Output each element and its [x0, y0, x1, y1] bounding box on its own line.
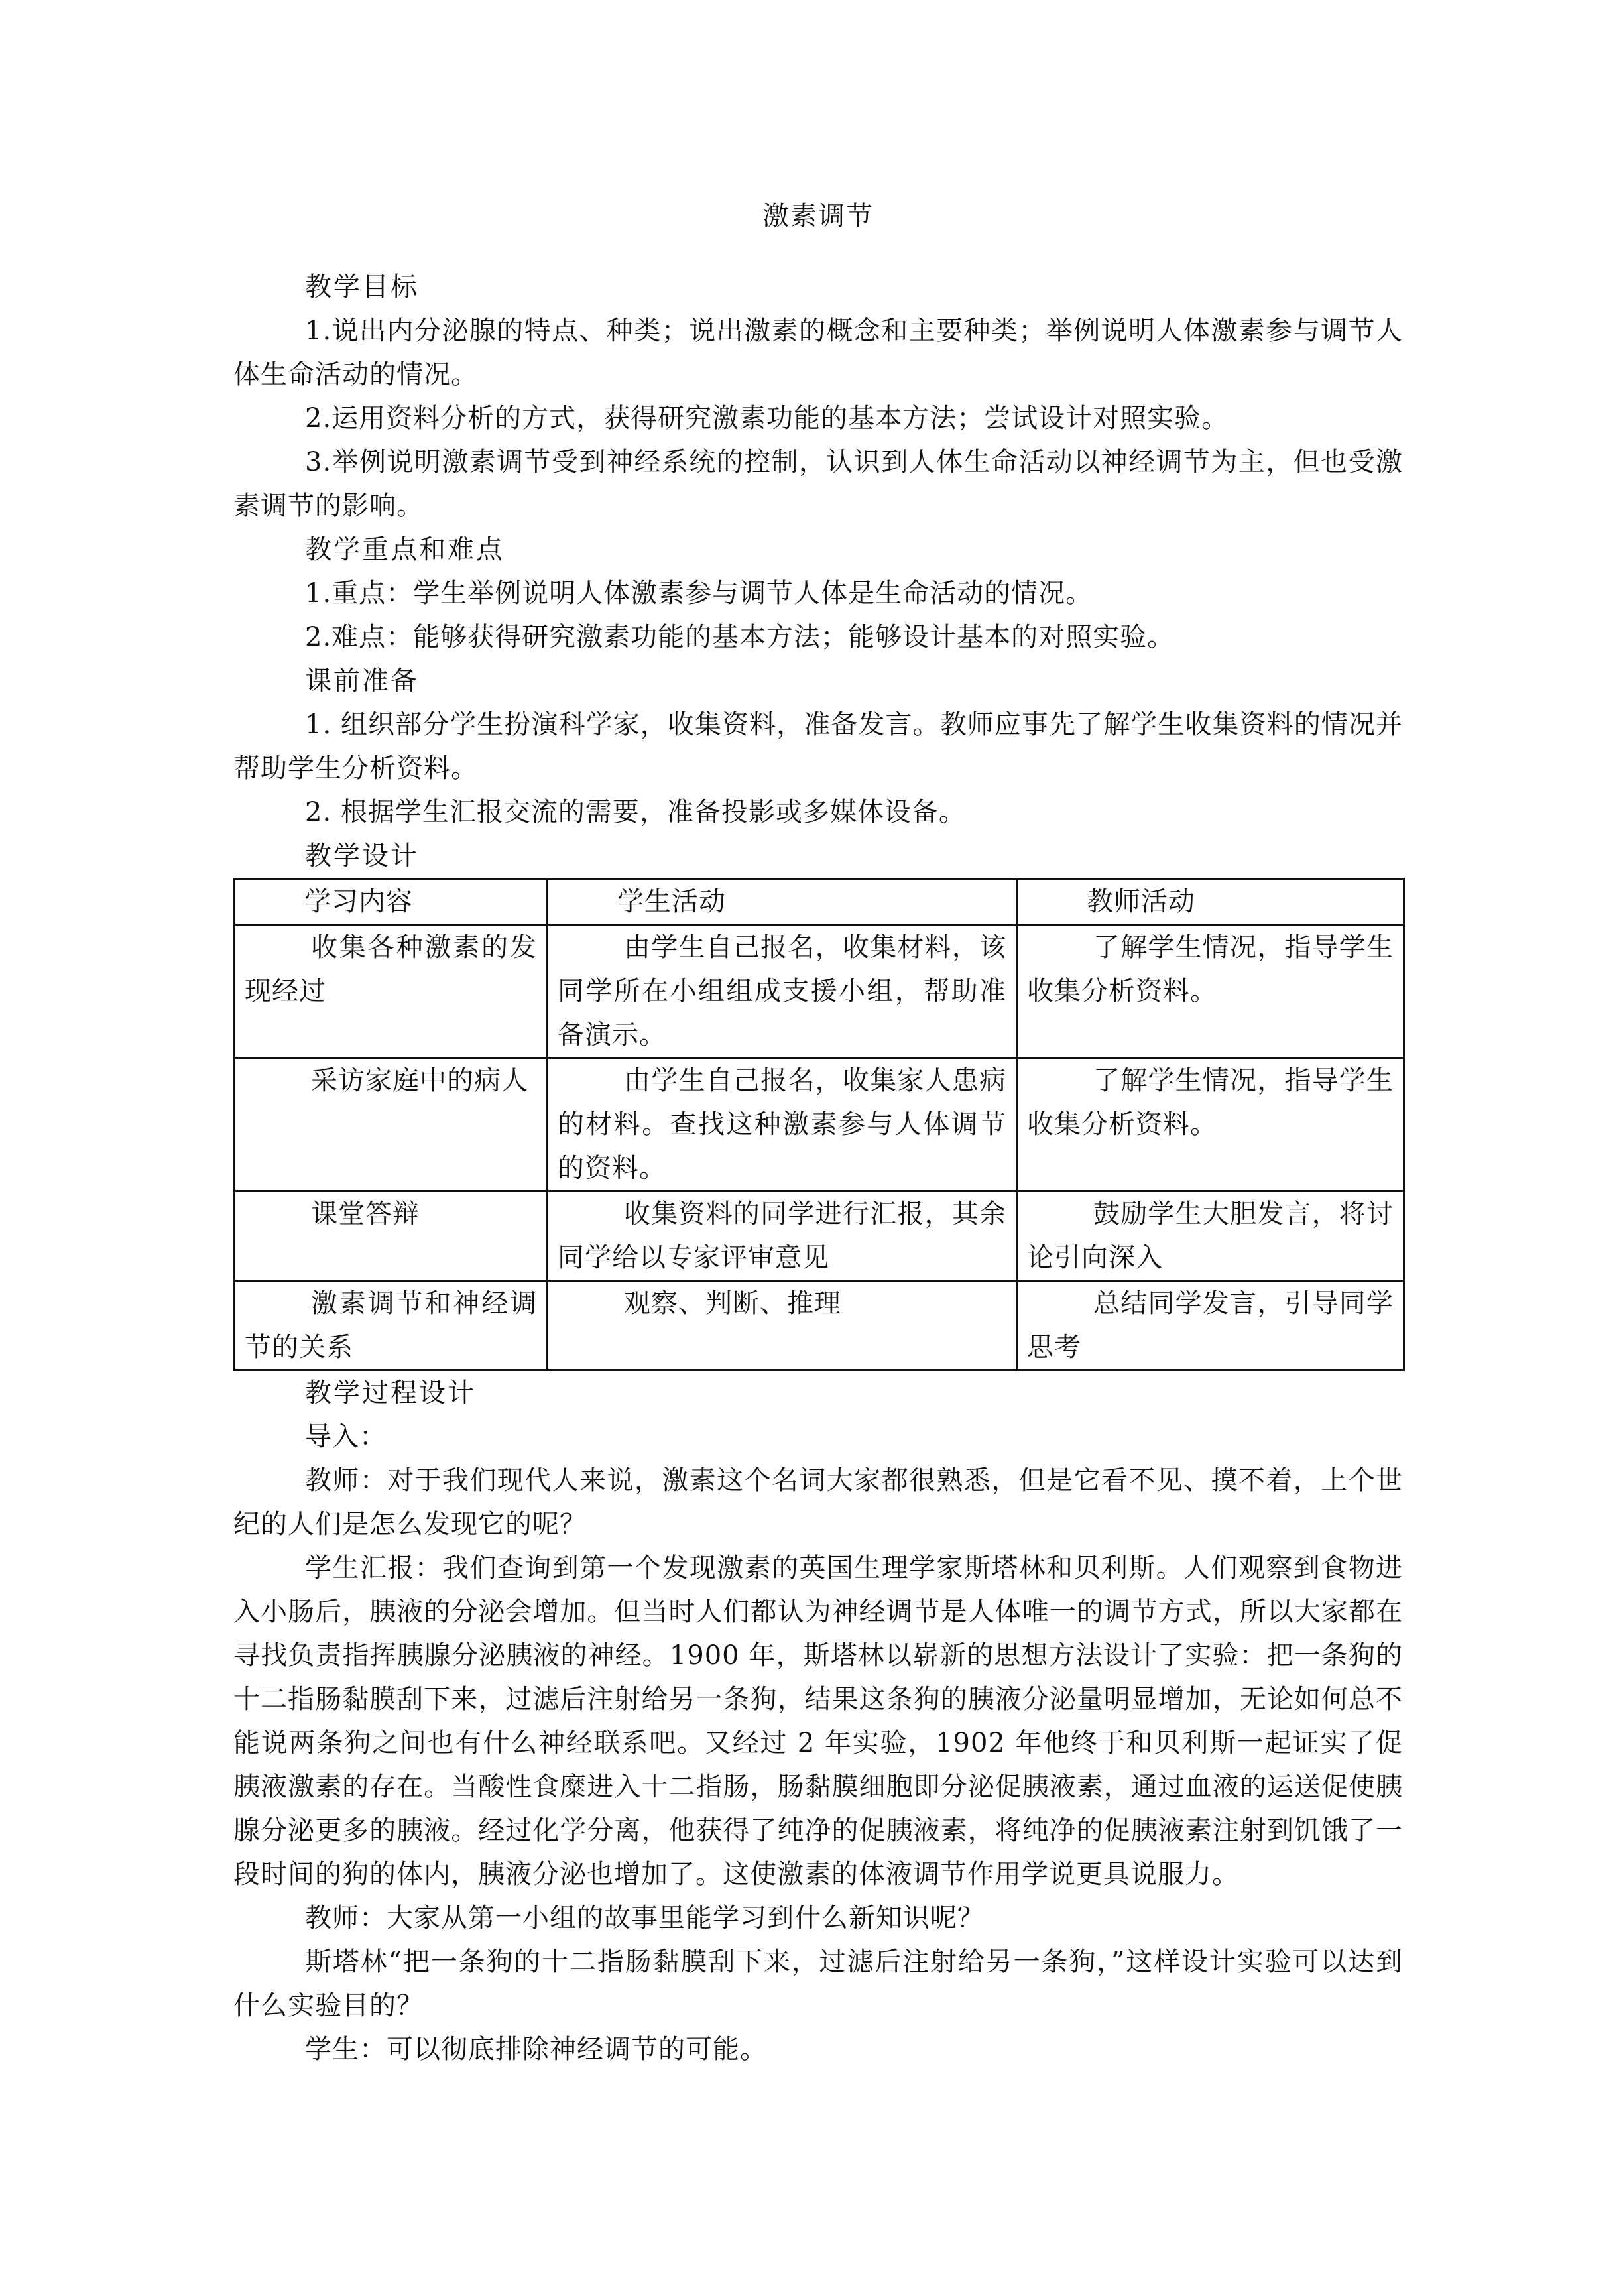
- goal-item: 2.运用资料分析的方式，获得研究激素功能的基本方法；尝试设计对照实验。: [305, 403, 1229, 434]
- process-paragraph: 斯塔林“把一条狗的十二指肠黏膜刮下来，过滤后注射给另一条狗，”这样设计实验可以达到什么实验目的？: [233, 1947, 1403, 2021]
- table-cell: 采访家庭中的病人: [235, 1058, 548, 1191]
- process-paragraph: 教师：对于我们现代人来说，激素这个名词大家都很熟悉，但是它看不见、摸不着，上个世纪的人们是怎么发现它的呢？: [233, 1465, 1403, 1540]
- section-heading-goals: 教学目标: [305, 272, 419, 302]
- table-cell: 激素调节和神经调节的关系: [235, 1281, 548, 1370]
- table-cell: 了解学生情况，指导学生收集分析资料。: [1017, 925, 1404, 1058]
- column-header-content: 学习内容: [235, 879, 548, 925]
- column-header-student: 学生活动: [548, 879, 1017, 925]
- table-row: [235, 925, 1404, 1058]
- design-table: [233, 878, 1405, 1371]
- process-paragraph: 教师：大家从第一小组的故事里能学习到什么新知识呢？: [305, 1903, 985, 1933]
- process-paragraph: 学生汇报：我们查询到第一个发现激素的英国生理学家斯塔林和贝利斯。人们观察到食物进入小肠后，胰液的分泌会增加。但当时人们都认为神经调节是人体唯一的调节方式，所以大家都在寻找负责指挥胰腺分泌胰液的神经。1900 年，斯塔林以崭新的思想方法设计了实验：把一条狗的十二指肠黏膜刮下来，过滤后注射给另一条狗，结果这条狗的胰液分泌量明显增加，无论如何总不能说两条狗之间也有什么神经联系吧。又经过 2 年实验，1902 年他终于和贝利斯一起证实了促胰液激素的存在。当酸性食糜进入十二指肠，肠黏膜细胞即分泌促胰液素，通过血液的运送促使胰腺分泌更多的胰液。经过化学分离，他获得了纯净的促胰液素，将纯净的促胰液素注射到饥饿了一段时间的狗的体内，胰液分泌也增加了。这使激素的体液调节作用学说更具说服力。: [233, 1553, 1403, 1890]
- document-page: [233, 192, 1403, 2071]
- process-paragraph: 学生：可以彻底排除神经调节的可能。: [305, 2034, 767, 2065]
- table-cell: 由学生自己报名，收集材料，该同学所在小组组成支援小组，帮助准备演示。: [548, 925, 1017, 1058]
- goal-item: 1.说出内分泌腺的特点、种类；说出激素的概念和主要种类；举例说明人体激素参与调节人体生命活动的情况。: [233, 316, 1403, 390]
- document-title: 激素调节: [762, 201, 874, 231]
- table-header-row: [235, 879, 1404, 925]
- table-cell: 收集各种激素的发现经过: [235, 925, 548, 1058]
- table-row: [235, 1058, 1404, 1191]
- table-row: [235, 1191, 1404, 1281]
- keypoint-item: 2.难点：能够获得研究激素功能的基本方法；能够设计基本的对照实验。: [305, 622, 1175, 652]
- table-cell: 观察、判断、推理: [548, 1281, 1017, 1370]
- table-cell: 收集资料的同学进行汇报，其余同学给以专家评审意见: [548, 1191, 1017, 1281]
- table-cell: 鼓励学生大胆发言，将讨论引向深入: [1017, 1191, 1404, 1281]
- section-heading-prep: 课前准备: [305, 666, 419, 696]
- section-heading-design: 教学设计: [305, 841, 419, 871]
- section-heading-keypoints: 教学重点和难点: [305, 534, 505, 565]
- table-cell: 课堂答辩: [235, 1191, 548, 1281]
- table-cell: 总结同学发言，引导同学思考: [1017, 1281, 1404, 1370]
- table-cell: 了解学生情况，指导学生收集分析资料。: [1017, 1058, 1404, 1191]
- goal-item: 3.举例说明激素调节受到神经系统的控制，认识到人体生命活动以神经调节为主，但也受激素调节的影响。: [233, 447, 1403, 521]
- keypoint-item: 1.重点：学生举例说明人体激素参与调节人体是生命活动的情况。: [305, 578, 1093, 609]
- prep-item: 2. 根据学生汇报交流的需要，准备投影或多媒体设备。: [305, 797, 966, 827]
- section-heading-process: 教学过程设计: [305, 1378, 476, 1408]
- process-paragraph: 导入：: [305, 1421, 387, 1452]
- table-cell: 由学生自己报名，收集家人患病的材料。查找这种激素参与人体调节的资料。: [548, 1058, 1017, 1191]
- prep-item: 1. 组织部分学生扮演科学家，收集资料，准备发言。教师应事先了解学生收集资料的情况并帮助学生分析资料。: [233, 709, 1403, 784]
- column-header-teacher: 教师活动: [1017, 879, 1404, 925]
- table-row: [235, 1281, 1404, 1370]
